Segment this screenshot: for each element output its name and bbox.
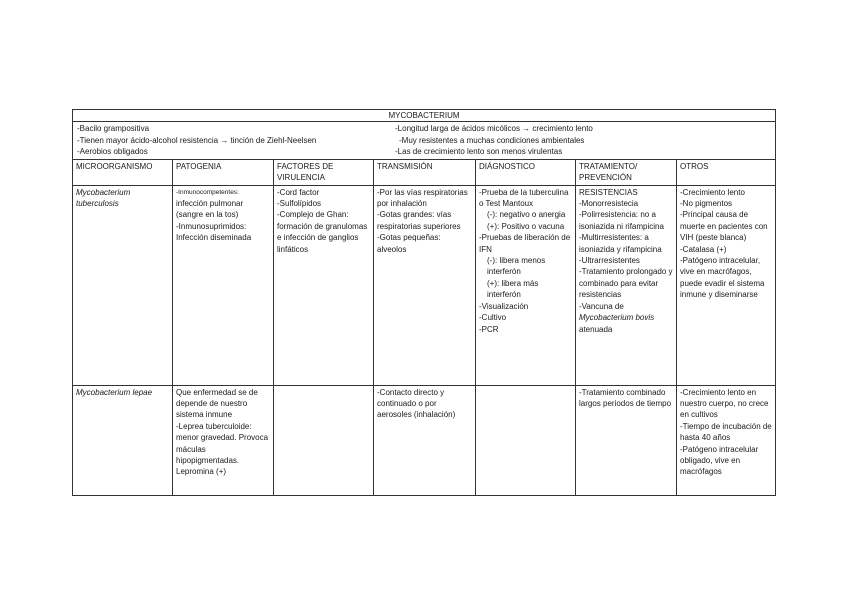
table-title: MYCOBACTERIUM: [73, 110, 776, 122]
organism-cell: Mycobacterium tuberculosis: [73, 185, 173, 385]
organism-cell: Mycobacterium lepae: [73, 385, 173, 495]
cell-line: -Vancuna de: [579, 301, 624, 311]
intro-line: -Tienen mayor ácido-alcohol resistencia → tinción de Ziehl-Neelsen: [77, 135, 317, 145]
intro-line: -Bacilo grampositiva: [77, 124, 150, 134]
otros-cell: [677, 385, 776, 495]
otros-cell: [677, 185, 776, 385]
header-row: [73, 159, 776, 185]
cell-line: -Monorresistecia: [579, 199, 639, 209]
cell-line: -Tratamiento combinado largos periodos de tiempo: [579, 387, 672, 409]
cell-line: -Catalasa (+): [680, 244, 727, 254]
cell-line: -Contacto directo y continuado o por aerosoles (inhalación): [377, 387, 456, 420]
cell-line: -Inmunosuprimidos:: [176, 221, 247, 231]
cell-line: Mycobacterium bovis: [579, 313, 655, 323]
cell-line: Infección diseminada: [176, 233, 252, 243]
cell-line: (-): libera menos interferón: [487, 256, 546, 277]
cell-line: Que enfermedad se de depende de nuestro sistema inmune: [176, 387, 258, 420]
cell-line: -Por las vías respiratorias por inhalación: [377, 187, 468, 209]
cell-line: -Cultivo: [479, 313, 507, 323]
transmision-cell: [374, 385, 476, 495]
cell-line: -Leprea tuberculoide: menor gravedad. Provoca máculas hipopigmentadas. Lepromina (+): [176, 421, 269, 477]
table-row: [73, 185, 776, 385]
intro-left-column: [77, 123, 395, 157]
cell-line: -Inmunocompetentes:: [176, 188, 239, 196]
intro-line: -Aerobios obligados: [77, 147, 148, 157]
header-patogenia: PATOGENIA: [173, 159, 274, 185]
cell-line: -Multirresistentes: a isoniazida y rifampicina: [579, 233, 662, 254]
header-factores-virulencia: FACTORES DE VIRULENCIA: [274, 159, 374, 185]
header-transmision: TRANSMISIÓN: [374, 159, 476, 185]
cell-line: -Visualización: [479, 301, 529, 311]
intro-line: -Muy resistentes a muchas condiciones ambientales: [399, 135, 585, 145]
intro-section: [73, 122, 776, 159]
diagnostico-cell: [476, 185, 576, 385]
intro-line: -Longitud larga de ácidos micólicos → crecimiento lento: [395, 124, 593, 134]
cell-line: -Tiempo de incubación de hasta 40 años: [680, 421, 772, 443]
cell-line: (+): Positivo o vacuna: [487, 221, 565, 231]
patogenia-cell: [173, 385, 274, 495]
cell-line: infección pulmonar (sangre en la tos): [176, 199, 244, 220]
cell-line: (+): libera más interferón: [487, 278, 539, 300]
header-diagnostico: DIÁGNOSTICO: [476, 159, 576, 185]
transmision-cell: [374, 185, 476, 385]
cell-line: -Sulfolípidos: [277, 199, 322, 209]
virulencia-cell: [274, 185, 374, 385]
cell-line: -Patógeno intracelular, vive en macrófagos, puede evadir el sistema inmune y diseminarse: [680, 256, 765, 300]
cell-line: -Gotas pequeñas: alveolos: [377, 233, 441, 254]
header-tratamiento: TRATAMIENTO/ PREVENCIÓN: [576, 159, 677, 185]
cell-line: RESISTENCIAS: [579, 187, 638, 197]
cell-line: atenuada: [579, 324, 613, 334]
cell-line: -No pigmentos: [680, 199, 733, 209]
cell-line: -Complejo de Ghan: formación de granulomas e infección de ganglios linfáticos: [277, 210, 368, 254]
diagnostico-cell: [476, 385, 576, 495]
intro-right-column: [395, 123, 771, 157]
cell-line: -Pruebas de liberación de IFN: [479, 233, 571, 254]
mycobacterium-table: [72, 109, 776, 496]
cell-line: -Tratamiento prolongado y combinado para evitar resistencias: [579, 267, 673, 300]
cell-line: -Ultrarresistentes: [579, 256, 640, 266]
cell-line: -Prueba de la tuberculina o Test Mantoux: [479, 187, 569, 209]
patogenia-cell: [173, 185, 274, 385]
cell-line: -Patógeno intracelular obligado, vive en macrófagos: [680, 444, 759, 477]
header-otros: OTROS: [677, 159, 776, 185]
virulencia-cell: [274, 385, 374, 495]
tratamiento-cell: [576, 185, 677, 385]
header-microorganismo: MICROORGANISMO: [73, 159, 173, 185]
intro-line: -Las de crecimiento lento son menos virulentas: [395, 147, 563, 157]
table-row: [73, 385, 776, 495]
mycobacterium-table-container: [72, 109, 775, 496]
cell-line: -Cord factor: [277, 187, 320, 197]
cell-line: -Polirresistencia: no a isoniazida ni rifampicina: [579, 210, 664, 231]
cell-line: -Crecimiento lento en nuestro cuerpo, no crece en cultivos: [680, 387, 769, 420]
tratamiento-cell: [576, 385, 677, 495]
cell-line: -Principal causa de muerte en pacientes con VIH (peste blanca): [680, 210, 768, 243]
cell-line: -Gotas grandes: vías respiratorias superiores: [377, 210, 461, 231]
cell-line: -PCR: [479, 324, 499, 334]
cell-line: (-): negativo o anergia: [487, 210, 566, 220]
cell-line: -Crecimiento lento: [680, 187, 745, 197]
